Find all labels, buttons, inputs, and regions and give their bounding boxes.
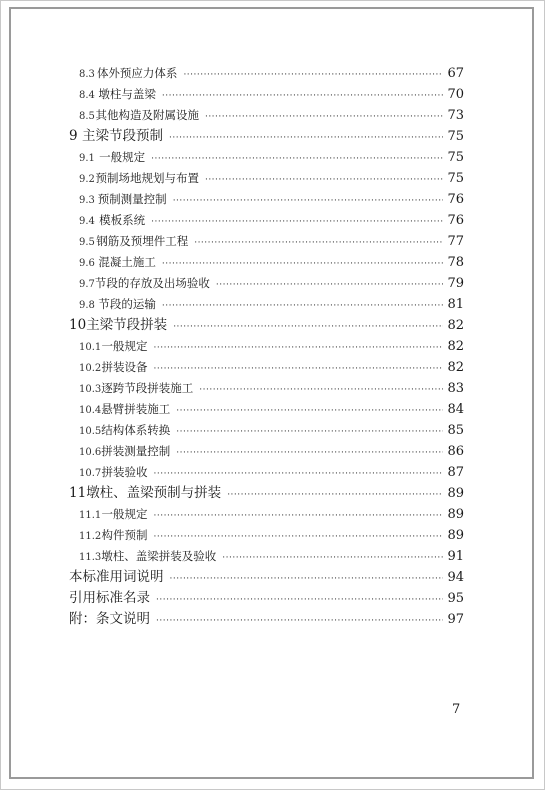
- toc-entry-number: 9.7: [79, 279, 95, 290]
- toc-entry[interactable]: [79, 169, 464, 187]
- toc-entry-title: 一般规定: [101, 507, 148, 521]
- toc-entry-page: 89: [447, 507, 464, 522]
- toc-entry-number: 11.2: [79, 531, 102, 542]
- toc-entry-page: 78: [447, 255, 464, 270]
- toc-entry-page: 97: [447, 612, 464, 627]
- toc-entry[interactable]: [79, 379, 464, 397]
- toc-chapter-entry[interactable]: [69, 316, 464, 334]
- toc-entry[interactable]: [79, 358, 464, 376]
- toc-entry[interactable]: [79, 190, 464, 208]
- toc-entry[interactable]: [79, 526, 464, 544]
- toc-entry[interactable]: [79, 64, 464, 82]
- toc-entry-title: 其他构造及附属设施: [95, 108, 199, 122]
- toc-entry-title: 引用标准名录: [69, 590, 150, 606]
- toc-leader-dots: [154, 465, 444, 483]
- toc-entry[interactable]: [79, 253, 464, 271]
- toc-entry-number: 9.1: [79, 153, 95, 164]
- toc-entry-title: 一般规定: [101, 339, 148, 353]
- toc-entry-title: 本标准用词说明: [69, 569, 164, 585]
- toc-entry-title: 体外预应力体系: [96, 66, 178, 80]
- toc-leader-dots: [205, 171, 444, 189]
- toc-entry-page: 82: [447, 360, 464, 375]
- toc-entry-title: 预制场地规划与布置: [95, 171, 199, 185]
- toc-leader-dots: [162, 255, 444, 273]
- toc-leader-dots: [162, 87, 444, 105]
- toc-entry-page: 75: [447, 150, 464, 165]
- toc-entry-page: 95: [447, 591, 464, 606]
- toc-chapter-entry[interactable]: [69, 484, 464, 502]
- toc-entry-number: 10.3: [79, 384, 102, 395]
- toc-entry-page: 81: [447, 297, 464, 312]
- toc-leader-dots: [227, 486, 443, 504]
- toc-entry-title: 拼装验收: [101, 465, 148, 479]
- toc-leader-dots: [176, 444, 443, 462]
- toc-entry-page: 82: [447, 318, 464, 333]
- toc-entry-title: 墩柱与盖梁: [98, 87, 156, 101]
- toc-leader-dots: [154, 360, 444, 378]
- toc-appendix-entry[interactable]: [69, 610, 464, 628]
- toc-entry-title: 墩柱、盖梁预制与拼装: [86, 485, 222, 501]
- toc-appendix-entry[interactable]: [69, 568, 464, 586]
- toc-entry[interactable]: [79, 232, 464, 250]
- toc-appendix-entry[interactable]: [69, 589, 464, 607]
- toc-entry-number: 10.2: [79, 363, 102, 374]
- toc-entry[interactable]: [79, 148, 464, 166]
- toc-entry-number: 10.7: [79, 468, 102, 479]
- toc-entry-number: 10: [69, 317, 87, 333]
- toc-entry-title: 主梁节段拼装: [86, 317, 168, 333]
- toc-entry[interactable]: [79, 463, 464, 481]
- toc-leader-dots: [154, 528, 444, 546]
- toc-leader-dots: [183, 66, 443, 84]
- toc-entry-page: 79: [447, 276, 464, 291]
- toc-entry-title: 拼装测量控制: [101, 444, 171, 458]
- toc-entry-number: 9.5: [79, 237, 95, 248]
- page-number: 7: [452, 702, 461, 717]
- toc-entry[interactable]: [79, 85, 464, 103]
- toc-entry-page: 87: [447, 465, 464, 480]
- toc-entry-title: 钢筋及预埋件工程: [96, 234, 189, 248]
- toc-entry-number: 9.2: [79, 174, 95, 185]
- toc-entry-title: 构件预制: [101, 528, 148, 542]
- toc-entry-number: 9.6: [79, 258, 95, 269]
- toc-entry[interactable]: [79, 106, 464, 124]
- toc-entry[interactable]: [79, 295, 464, 313]
- toc-entry[interactable]: [79, 505, 464, 523]
- toc-leader-dots: [154, 339, 444, 357]
- toc-entry-number: 9.3: [79, 195, 95, 206]
- toc-entry[interactable]: [79, 337, 464, 355]
- toc-entry-title: 附：条文说明: [69, 611, 150, 627]
- toc-entry[interactable]: [79, 547, 464, 565]
- toc-leader-dots: [162, 297, 444, 315]
- toc-entry[interactable]: [79, 421, 464, 439]
- toc-entry-title: 一般规定: [99, 150, 146, 164]
- toc-entry[interactable]: [79, 400, 464, 418]
- toc-entry-number: 10.6: [79, 447, 102, 458]
- toc-leader-dots: [176, 423, 443, 441]
- toc-leader-dots: [154, 507, 444, 525]
- toc-entry-title: 结构体系转换: [101, 423, 171, 437]
- toc-entry-number: 11.1: [79, 510, 102, 521]
- toc-entry-page: 67: [447, 66, 464, 81]
- toc-leader-dots: [173, 318, 443, 336]
- toc-entry-page: 77: [447, 234, 464, 249]
- toc-entry-page: 76: [447, 192, 464, 207]
- toc-leader-dots: [194, 234, 443, 252]
- toc-entry-title: 悬臂拼装施工: [101, 402, 171, 416]
- toc-entry-number: 8.5: [79, 111, 95, 122]
- toc-entry-page: 85: [447, 423, 464, 438]
- toc-entry-number: 9.8: [79, 300, 95, 311]
- toc-entry-number: 10.1: [79, 342, 102, 353]
- toc-leader-dots: [205, 108, 444, 126]
- toc-entry-title: 节段的运输: [98, 297, 156, 311]
- toc-entry-number: 11.3: [79, 552, 102, 563]
- toc-entry-title: 节段的存放及出场验收: [94, 276, 210, 290]
- toc-entry-page: 89: [447, 486, 464, 501]
- toc-entry-page: 94: [447, 570, 464, 585]
- toc-leader-dots: [151, 150, 443, 168]
- toc-leader-dots: [170, 570, 444, 588]
- toc-chapter-entry[interactable]: [69, 127, 464, 145]
- toc-entry-number: 9: [69, 128, 78, 144]
- toc-entry-title: 混凝土施工: [98, 255, 156, 269]
- toc-entry-number: 9.4: [79, 216, 95, 227]
- toc-entry-number: 10.4: [79, 405, 102, 416]
- toc-entry-title: 模板系统: [99, 213, 146, 227]
- toc-leader-dots: [222, 549, 443, 567]
- toc-entry-page: 83: [447, 381, 464, 396]
- toc-entry[interactable]: [79, 442, 464, 460]
- toc-entry-page: 82: [447, 339, 464, 354]
- toc-entry-number: 11: [69, 485, 87, 501]
- toc-leader-dots: [176, 402, 443, 420]
- toc-entry-number: 10.5: [79, 426, 102, 437]
- toc-entry[interactable]: [79, 211, 464, 229]
- toc-entry-page: 75: [447, 129, 464, 144]
- toc-leader-dots: [156, 612, 443, 630]
- toc-entry-title: 拼装设备: [101, 360, 148, 374]
- toc-entry-page: 73: [447, 108, 464, 123]
- toc-entry-page: 91: [447, 549, 464, 564]
- toc-leader-dots: [199, 381, 443, 399]
- toc-leader-dots: [151, 213, 443, 231]
- toc-leader-dots: [216, 276, 444, 294]
- toc-leader-dots: [173, 192, 444, 210]
- toc-leader-dots: [156, 591, 443, 609]
- toc-entry-page: 70: [447, 87, 464, 102]
- toc-entry-page: 86: [447, 444, 464, 459]
- toc-entry-page: 89: [447, 528, 464, 543]
- toc-entry-page: 76: [447, 213, 464, 228]
- toc-entry-number: 8.4: [79, 90, 95, 101]
- toc-entry[interactable]: [79, 274, 464, 292]
- toc-entry-title: 逐跨节段拼装施工: [101, 381, 194, 395]
- toc-entry-page: 84: [447, 402, 464, 417]
- toc-entry-title: 主梁节段预制: [82, 128, 164, 144]
- toc-leader-dots: [169, 129, 443, 147]
- toc-entry-title: 墩柱、盖梁拼装及验收: [101, 549, 217, 563]
- toc-entry-title: 预制测量控制: [97, 192, 167, 206]
- toc-entry-number: 8.3: [79, 69, 95, 80]
- toc-entry-page: 75: [447, 171, 464, 186]
